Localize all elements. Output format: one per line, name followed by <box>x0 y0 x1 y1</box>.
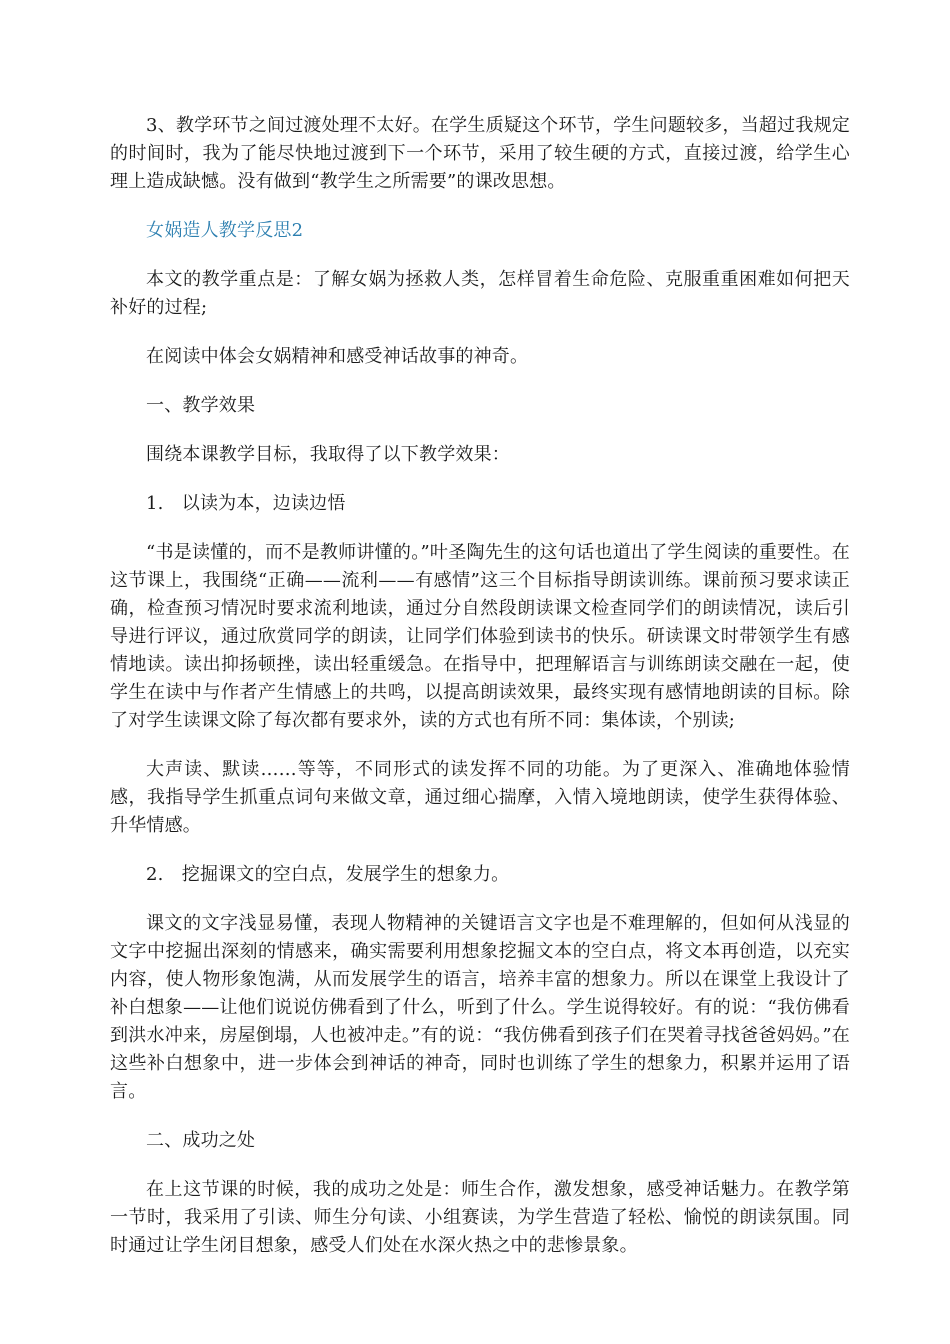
subheading-teaching-effect: 一、教学效果 <box>146 395 256 416</box>
section-heading: 女娲造人教学反思2 <box>146 220 304 241</box>
paragraph-success-detail: 在上这节课的时候，我的成功之处是：师生合作，激发想象，感受神话魅力。在教学第一节时，我采用了引读、师生分句读、小组赛读，为学生营造了轻松、愉悦的朗读氛围。同时通过让学生闭目想象，感受人们处在水深火热之中的悲惨景象。 <box>110 1179 850 1256</box>
paragraph-transition-issue: 3、教学环节之间过渡处理不太好。在学生质疑这个环节，学生问题较多，当超过我规定的时间时，我为了能尽快地过渡到下一个环节，采用了较生硬的方式，直接过渡，给学生心理上造成缺憾。没有做到“教学生之所需要”的课改思想。 <box>110 115 850 192</box>
paragraph-teaching-focus: 本文的教学重点是：了解女娲为拯救人类，怎样冒着生命危险、克服重重困难如何把天补好的过程; <box>110 269 850 318</box>
list-item-1: 1. 以读为本，边读边悟 <box>146 493 346 514</box>
subheading-success: 二、成功之处 <box>146 1130 256 1151</box>
paragraph-effect-intro: 围绕本课教学目标，我取得了以下教学效果： <box>146 444 510 465</box>
list-item-2: 2. 挖掘课文的空白点，发展学生的想象力。 <box>146 864 510 885</box>
paragraph-reading-importance: “书是读懂的，而不是教师讲懂的。”叶圣陶先生的这句话也道出了学生阅读的重要性。在这节课上，我围绕“正确——流利——有感情”这三个目标指导朗读训练。课前预习要求读正确，检查预习情况时要求流利地读，通过分自然段朗读课文检查同学们的朗读情况，读后引导进行评议，通过欣赏同学的朗读，让同学们体验到读书的快乐。研读课文时带领学生有感情地读。读出抑扬顿挫，读出轻重缓急。在指导中，把理解语言与训练朗读交融在一起，使学生在读中与作者产生情感上的共鸣，以提高朗读效果，最终实现有感情地朗读的目标。除了对学生读课文除了每次都有要求外，读的方式也有所不同：集体读，个别读; <box>110 542 850 731</box>
paragraph-reading-goal: 在阅读中体会女娲精神和感受神话故事的神奇。 <box>146 346 529 367</box>
document-body <box>110 112 850 1281</box>
paragraph-imagination: 课文的文字浅显易懂，表现人物精神的关键语言文字也是不难理解的，但如何从浅显的文字中挖掘出深刻的情感来，确实需要利用想象挖掘文本的空白点，将文本再创造，以充实内容，使人物形象饱满，从而发展学生的语言，培养丰富的想象力。所以在课堂上我设计了补白想象——让他们说说仿佛看到了什么，听到了什么。学生说得较好。有的说：“我仿佛看到洪水冲来，房屋倒塌，人也被冲走。”有的说：“我仿佛看到孩子们在哭着寻找爸爸妈妈。”在这些补白想象中，进一步体会到神话的神奇，同时也训练了学生的想象力，积累并运用了语言。 <box>110 913 850 1102</box>
paragraph-reading-forms: 大声读、默读……等等，不同形式的读发挥不同的功能。为了更深入、准确地体验情感，我指导学生抓重点词句来做文章，通过细心揣摩，入情入境地朗读，使学生获得体验、升华情感。 <box>110 759 850 836</box>
